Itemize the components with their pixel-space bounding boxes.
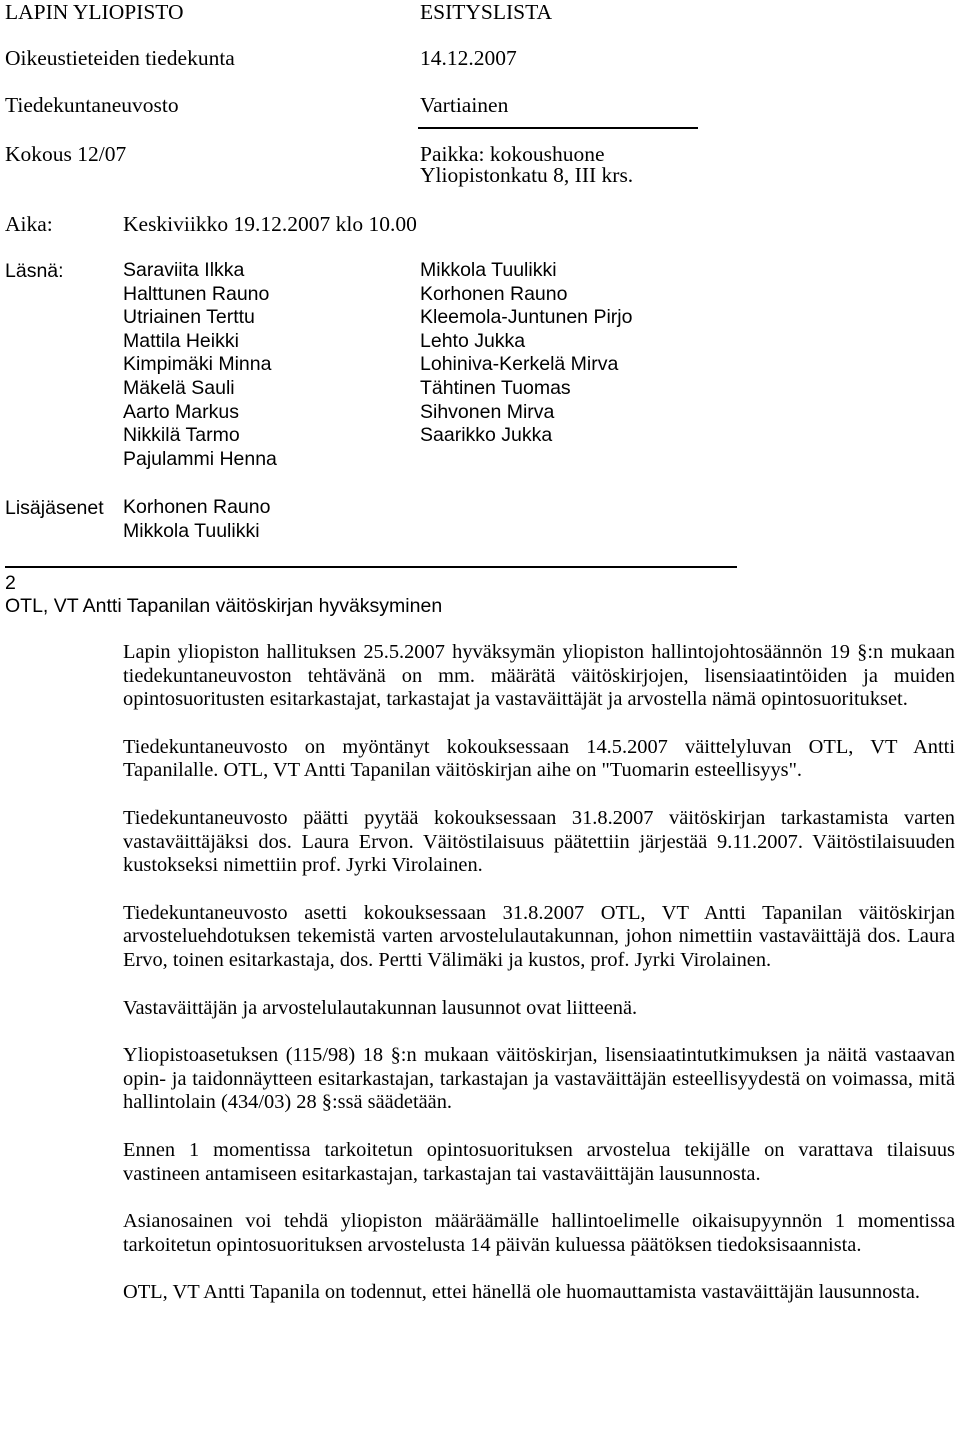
faculty-name: Oikeustieteiden tiedekunta — [5, 46, 235, 70]
attendee-name: Mattila Heikki — [123, 329, 239, 352]
attendee-name: Lehto Jukka — [420, 329, 526, 352]
attendee-name: Lohiniva-Kerkelä Mirva — [420, 353, 619, 376]
attendee-name: Kleemola-Juntunen Pirjo — [420, 306, 633, 329]
agenda-item-body — [123, 641, 955, 1329]
agenda-paragraph: Asianosainen voi tehdä yliopiston määräämälle hallintoelimelle oikaisupyynnön 1 momentissa tarkoitetun opintosuorituksen arvostelusta 14 päivän kuluessa päätöksen tiedoksisaannista. — [123, 1210, 955, 1256]
university-name: LAPIN YLIOPISTO — [5, 0, 184, 24]
meeting-number: Kokous 12/07 — [5, 142, 127, 166]
extra-member-name: Mikkola Tuulikki — [123, 519, 260, 542]
header-divider — [418, 127, 698, 129]
extra-member-name: Korhonen Rauno — [123, 496, 271, 518]
attendee-name: Tähtinen Tuomas — [420, 376, 571, 399]
attendee-name: Mikkola Tuulikki — [420, 259, 557, 281]
attendance-right-column — [420, 259, 632, 448]
time-value: Keskiviikko 19.12.2007 klo 10.00 — [123, 212, 417, 236]
agenda-paragraph: Vastaväittäjän ja arvostelulautakunnan lausunnot ovat liitteenä. — [123, 996, 638, 1019]
council-name: Tiedekuntaneuvosto — [5, 93, 179, 117]
attendee-name: Saarikko Jukka — [420, 424, 553, 447]
agenda-item-number: 2 — [5, 572, 16, 594]
agenda-paragraph: Ennen 1 momentissa tarkoitetun opintosuorituksen arvostelua tekijälle on varattava tilaisuus vastineen antamiseen esitarkastajan, tarkastajan tai vastaväittäjän lausunnosta. — [123, 1138, 955, 1185]
agenda-paragraph: Tiedekuntaneuvosto päätti pyytää kokouksessaan 31.8.2007 väitöskirjan tarkastamista varten vastaväittäjäksi dos. Laura Ervon. Väitöstilaisuus päätettiin järjestää 9.11.2007. Väitöstilaisuuden kustokseksi nimettiin prof. Jyrki Virolainen. — [123, 806, 955, 877]
attendee-name: Aarto Markus — [123, 400, 239, 423]
attendee-name: Korhonen Rauno — [420, 282, 568, 305]
attendee-name: Sihvonen Mirva — [420, 400, 555, 423]
document-type: ESITYSLISTA — [420, 0, 553, 24]
agenda-divider — [5, 566, 737, 568]
agenda-paragraph: Tiedekuntaneuvosto asetti kokouksessaan 31.8.2007 OTL, VT Antti Tapanilan väitöskirjan arvosteluehdotuksen tekemistä varten arvostelulautakunnan, johon nimettiin vastaväittäjä dos. Laura Ervo, toinen esitarkastaja, dos. Pertti Välimäki ja kustos, prof. Jyrki Virolainen. — [123, 901, 955, 971]
agenda-paragraph: Lapin yliopiston hallituksen 25.5.2007 hyväksymän yliopiston hallintojohtosäännön 19 §:n mukaan tiedekuntaneuvoston tehtävänä on mm. määrätä väitöskirjojen, lisensiaatintöiden ja muiden opintosuoritusten esitarkastajat, tarkastajat ja vastaväittäjät ja arvostella nämä opintosuoritukset. — [123, 641, 955, 711]
document-author: Vartiainen — [420, 93, 509, 117]
attendee-name: Halttunen Rauno — [123, 282, 270, 305]
time-label: Aika: — [5, 212, 53, 236]
attendee-name: Mäkelä Sauli — [123, 376, 235, 399]
attendee-name: Pajulammi Henna — [123, 447, 277, 470]
agenda-paragraph: Tiedekuntaneuvosto on myöntänyt kokouksessaan 14.5.2007 väittelyluvan OTL, VT Antti Tapanilalle. OTL, VT Antti Tapanilan väitöskirjan aihe on "Tuomarin esteellisyys". — [123, 735, 955, 782]
agenda-item-title: OTL, VT Antti Tapanilan väitöskirjan hyväksyminen — [5, 595, 443, 617]
agenda-paragraph: Yliopistoasetuksen (115/98) 18 §:n mukaan väitöskirjan, lisensiaatintutkimuksen ja näitä vastaavan opin- ja taidonnäytteen esitarkastajan, tarkastajan ja vastaväittäjän esteellisyydestä on voimassa, mitä hallintolain (434/03) 28 §:ssä säädetään. — [123, 1044, 955, 1114]
attendee-name: Utriainen Terttu — [123, 306, 255, 329]
attendee-name: Saraviita Ilkka — [123, 259, 245, 281]
agenda-paragraph: OTL, VT Antti Tapanila on todennut, ettei hänellä ole huomauttamista vastaväittäjän lausunnosta. — [123, 1281, 921, 1304]
attendee-name: Kimpimäki Minna — [123, 353, 272, 376]
meeting-place-line1: Paikka: kokoushuone — [420, 142, 605, 166]
extra-members-list — [123, 496, 270, 543]
attendee-name: Nikkilä Tarmo — [123, 424, 240, 447]
document-date: 14.12.2007 — [420, 46, 517, 70]
attendance-label: Läsnä: — [5, 260, 64, 282]
attendance-left-column — [123, 259, 277, 471]
extra-members-label: Lisäjäsenet — [5, 497, 104, 519]
meeting-place-line2: Yliopistonkatu 8, III krs. — [420, 163, 634, 187]
